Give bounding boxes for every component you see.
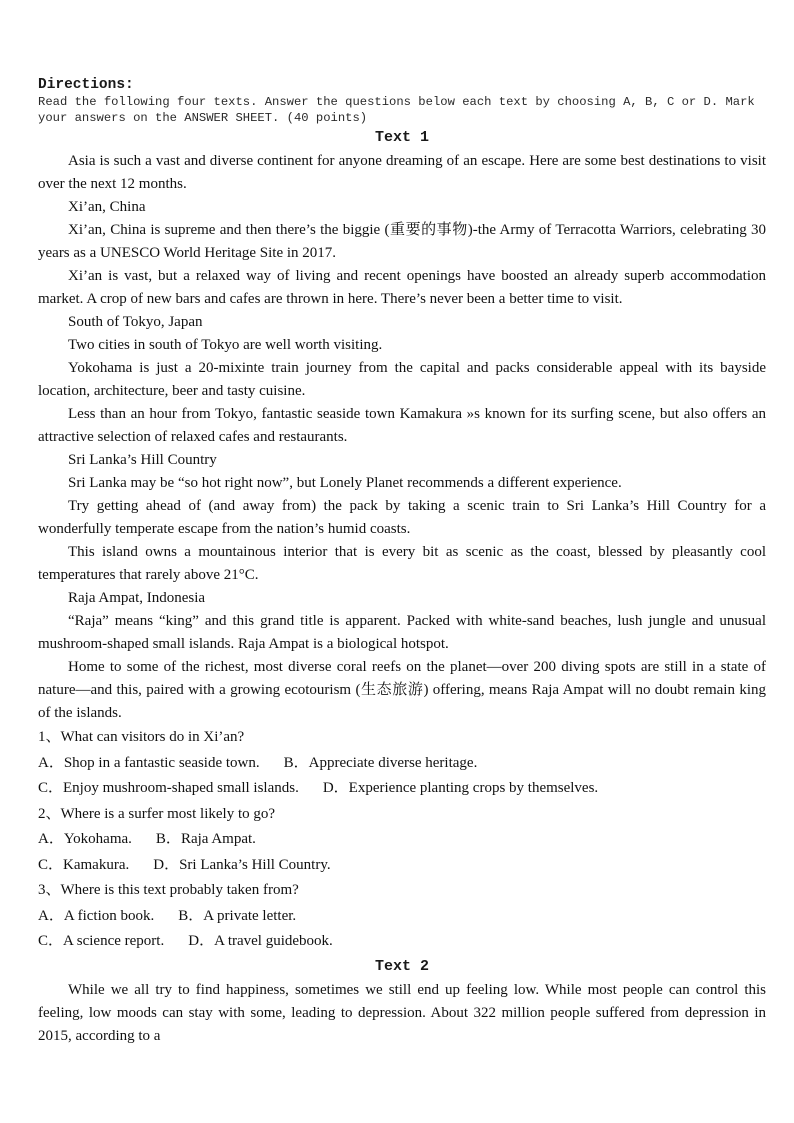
paragraph-rajaampat-1: “Raja” means “king” and this grand title is apparent. Packed with white-sand beaches, lush jungle and unusual mushroom-shaped small islands. Raja Ampat is a biological hotspot. xyxy=(38,613,766,652)
option-text: A science report. xyxy=(63,933,165,949)
option-b xyxy=(284,755,478,771)
question-number: 3、 xyxy=(38,882,61,898)
question-2-stem xyxy=(38,802,766,828)
directions-section xyxy=(38,76,766,126)
question-2-options-cd xyxy=(38,853,766,879)
question-3-options-ab xyxy=(38,904,766,930)
paragraph-xian-2: Xi’an is vast, but a relaxed way of living and recent openings have boosted an already superb accommodation market. A crop of new bars and cafes are thrown in here. There’s never been a better time to visit. xyxy=(38,268,766,307)
paragraph-xian-1: Xi’an, China is supreme and then there’s the biggie (重要的事物)-the Army of Terracotta Warriors, celebrating 30 years as a UNESCO World Heritage Site in 2017. xyxy=(38,222,766,261)
option-d xyxy=(153,857,330,873)
paragraph-srilanka-1: Sri Lanka may be “so hot right now”, but Lonely Planet recommends a different experience. xyxy=(68,475,622,491)
question-3-stem xyxy=(38,878,766,904)
option-text: A private letter. xyxy=(203,907,297,924)
option-text: Shop in a fantastic seaside town. xyxy=(63,754,260,771)
option-text: Appreciate diverse heritage. xyxy=(308,754,478,771)
question-1-options-cd xyxy=(38,776,766,802)
option-label: C． xyxy=(38,933,64,949)
option-text: Yokohama. xyxy=(63,831,132,847)
option-label: D． xyxy=(188,933,215,949)
question-1-options-ab xyxy=(38,751,766,777)
option-d xyxy=(323,780,598,796)
option-c xyxy=(38,857,129,873)
text2-heading: Text 2 xyxy=(374,957,429,975)
subheading-xian: Xi’an, China xyxy=(68,199,146,215)
question-number: 2、 xyxy=(38,805,61,822)
option-label: C． xyxy=(38,780,64,796)
paragraph-srilanka-2: Try getting ahead of (and away from) the pack by taking a scenic train to Sri Lanka’s Hill Country for a wonderfully temperate escape from the nation’s humid coasts. xyxy=(38,498,766,537)
question-text: What can visitors do in Xi’an? xyxy=(60,729,245,745)
paragraph-rajaampat-2: Home to some of the richest, most diverse coral reefs on the planet—over 200 diving spots are still in a state of nature—and this, paired with a growing ecotourism (生态旅游) offering, means Raja Ampat will no doubt remain king of the islands. xyxy=(38,659,766,721)
question-2-options-ab xyxy=(38,827,766,853)
directions-text: Read the following four texts. Answer the questions below each text by choosing A, B, C or D. Mark your answers on the ANSWER SHEET. (40 points) xyxy=(38,95,755,125)
paragraph-srilanka-3: This island owns a mountainous interior that is every bit as scenic as the coast, blessed by pleasantly cool temperatures that rarely above 21°C. xyxy=(38,544,766,583)
option-label: B． xyxy=(155,831,181,847)
option-label: A． xyxy=(38,754,64,771)
option-a xyxy=(38,908,154,924)
option-b xyxy=(178,908,296,924)
option-text: Sri Lanka’s Hill Country. xyxy=(179,856,331,873)
paragraph-tokyo-3: Less than an hour from Tokyo, fantastic seaside town Kamakura »s known for its surfing scene, but also offers an attractive selection of relaxed cafes and restaurants. xyxy=(38,406,766,445)
question-1-stem xyxy=(38,725,766,751)
option-label: C． xyxy=(38,856,64,873)
option-text: Raja Ampat. xyxy=(180,831,256,847)
text1-heading: Text 1 xyxy=(374,129,429,146)
option-text: Enjoy mushroom-shaped small islands. xyxy=(63,780,299,796)
option-b xyxy=(156,831,256,847)
option-label: D． xyxy=(153,856,180,873)
option-label: A． xyxy=(38,831,64,847)
question-text: Where is this text probably taken from? xyxy=(60,882,299,898)
subheading-tokyo: South of Tokyo, Japan xyxy=(68,314,203,330)
paragraph-tokyo-1: Two cities in south of Tokyo are well worth visiting. xyxy=(68,337,383,353)
question-number: 1、 xyxy=(38,729,61,745)
option-c xyxy=(38,933,164,949)
paragraph-intro: Asia is such a vast and diverse continent for anyone dreaming of an escape. Here are some best destinations to visit over the next 12 months. xyxy=(38,153,766,192)
option-a xyxy=(38,755,260,771)
option-d xyxy=(188,933,333,949)
option-c xyxy=(38,780,299,796)
subheading-rajaampat: Raja Ampat, Indonesia xyxy=(68,590,206,606)
option-text: Kamakura. xyxy=(63,856,130,873)
directions-heading: Directions: xyxy=(38,77,134,93)
option-label: D． xyxy=(322,780,349,796)
option-label: A． xyxy=(38,907,64,924)
option-label: B． xyxy=(178,907,204,924)
question-text: Where is a surfer most likely to go? xyxy=(60,805,276,822)
option-label: B． xyxy=(283,754,309,771)
subheading-srilanka: Sri Lanka’s Hill Country xyxy=(68,452,217,468)
paragraph-tokyo-2: Yokohama is just a 20-mixinte train journey from the capital and packs considerable appeal with its bayside location, architecture, beer and tasty cuisine. xyxy=(38,360,766,399)
option-text: A fiction book. xyxy=(63,907,155,924)
option-a xyxy=(38,831,132,847)
option-text: A travel guidebook. xyxy=(214,933,333,949)
text1-questions xyxy=(38,725,766,955)
option-text: Experience planting crops by themselves. xyxy=(348,780,599,796)
question-3-options-cd xyxy=(38,929,766,955)
paragraph-text2-intro: While we all try to find happiness, sometimes we still end up feeling low. While most people can control this feeling, low moods can stay with some, leading to depression. About 322 million people suffered from depression in 2015, according to a xyxy=(38,981,766,1044)
